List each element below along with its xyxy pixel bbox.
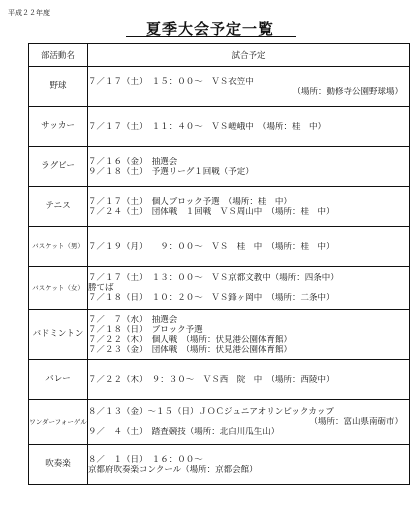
schedule-line: ９／ ４（土） 踏査競技（場所：北白川瓜生山） xyxy=(88,427,280,437)
page-title: 夏季大会予定一覧 xyxy=(145,20,274,38)
schedule-line: ７／ ７（水） 抽選会 xyxy=(88,314,178,325)
schedule-cell xyxy=(88,360,410,400)
schedule-line: ７／１７（土） １５：００～ ＶＳ衣笠中 xyxy=(88,76,254,87)
club-name: 吹奏楽 xyxy=(29,445,88,485)
schedule-cell xyxy=(88,147,410,187)
schedule-line: ７／１８（日） ブロック予選 xyxy=(88,324,203,335)
schedule-line: ７／２３（金） 団体戦 （場所：伏見港公園体育館） xyxy=(88,344,293,355)
schedule-line: ７／１７（土） 個人ブロック予選 （場所：桂 中） xyxy=(88,196,292,207)
club-name: ワンダーフォーゲル xyxy=(29,400,88,445)
table-row xyxy=(29,147,410,187)
club-name: バスケット（女） xyxy=(29,267,88,310)
club-name: バスケット（男） xyxy=(29,227,88,267)
club-name: ラグビー xyxy=(29,147,88,187)
schedule-line: 京都府吹奏楽コンクール（場所：京都会館） xyxy=(88,464,258,475)
column-header-schedule: 試合予定 xyxy=(88,44,410,67)
schedule-cell xyxy=(88,187,410,227)
schedule-line: ７／１７（土） １１：４０～ ＶＳ嵯峨中 （場所：桂 中） xyxy=(88,121,327,132)
table-row xyxy=(29,227,410,267)
club-name: 野球 xyxy=(29,67,88,107)
club-name: バレー xyxy=(29,360,88,400)
schedule-line: （場所：富山県南砺市） xyxy=(309,417,403,427)
schedule-cell xyxy=(88,227,410,267)
title-underline xyxy=(126,36,296,37)
table-row xyxy=(29,310,410,360)
fiscal-year-label: 平成２２年度 xyxy=(8,9,50,17)
schedule-cell xyxy=(88,67,410,107)
schedule-line: ９／１８（土） 予選リーグ１回戦（予定） xyxy=(88,166,254,177)
schedule-line: （場所：動修寺公園野球場） xyxy=(292,86,403,97)
schedule-cell xyxy=(88,400,410,445)
schedule-line: ７／２２（木） ９：３０～ ＶＳ西 院 中 （場所：西陵中） xyxy=(88,374,335,385)
schedule-cell xyxy=(88,107,410,147)
table-row xyxy=(29,187,410,227)
schedule-line: ７／１９（月） ９：００～ ＶＳ 桂 中 （場所：桂 中） xyxy=(88,241,335,252)
club-name: サッカー xyxy=(29,107,88,147)
header-row xyxy=(29,44,410,67)
schedule-cell xyxy=(88,445,410,485)
schedule-line: 勝てば xyxy=(88,283,114,293)
schedule-line: ７／１７（土） １３：００～ ＶＳ京都文教中（場所：四条中） xyxy=(88,273,339,283)
table-row xyxy=(29,360,410,400)
schedule-line: ７／２４（土） 団体戦 １回戦 ＶＳ周山中 （場所：桂 中） xyxy=(88,206,335,217)
schedule-cell xyxy=(88,267,410,310)
table-row xyxy=(29,67,410,107)
schedule-line: ７／１８（日） １０：２０～ ＶＳ鋒ヶ岡中 （場所：二条中） xyxy=(88,293,335,303)
schedule-line: ８／ １（日） １６：００～ xyxy=(88,454,203,465)
schedule-line: ８／１３（金）～１５（日）ＪＯＣジュニアオリンピックカップ xyxy=(88,407,334,417)
schedule-cell xyxy=(88,310,410,360)
table-row xyxy=(29,400,410,445)
club-name: テニス xyxy=(29,187,88,227)
schedule-line: ７／１６（金） 抽選会 xyxy=(88,156,178,167)
table-row xyxy=(29,107,410,147)
club-name: バドミントン xyxy=(29,310,88,360)
table-row xyxy=(29,267,410,310)
schedule-line: ７／２２（木） 個人戦 （場所：伏見港公園体育館） xyxy=(88,334,293,345)
column-header-club: 部活動名 xyxy=(29,44,88,67)
schedule-table xyxy=(28,43,410,485)
table-row xyxy=(29,445,410,485)
